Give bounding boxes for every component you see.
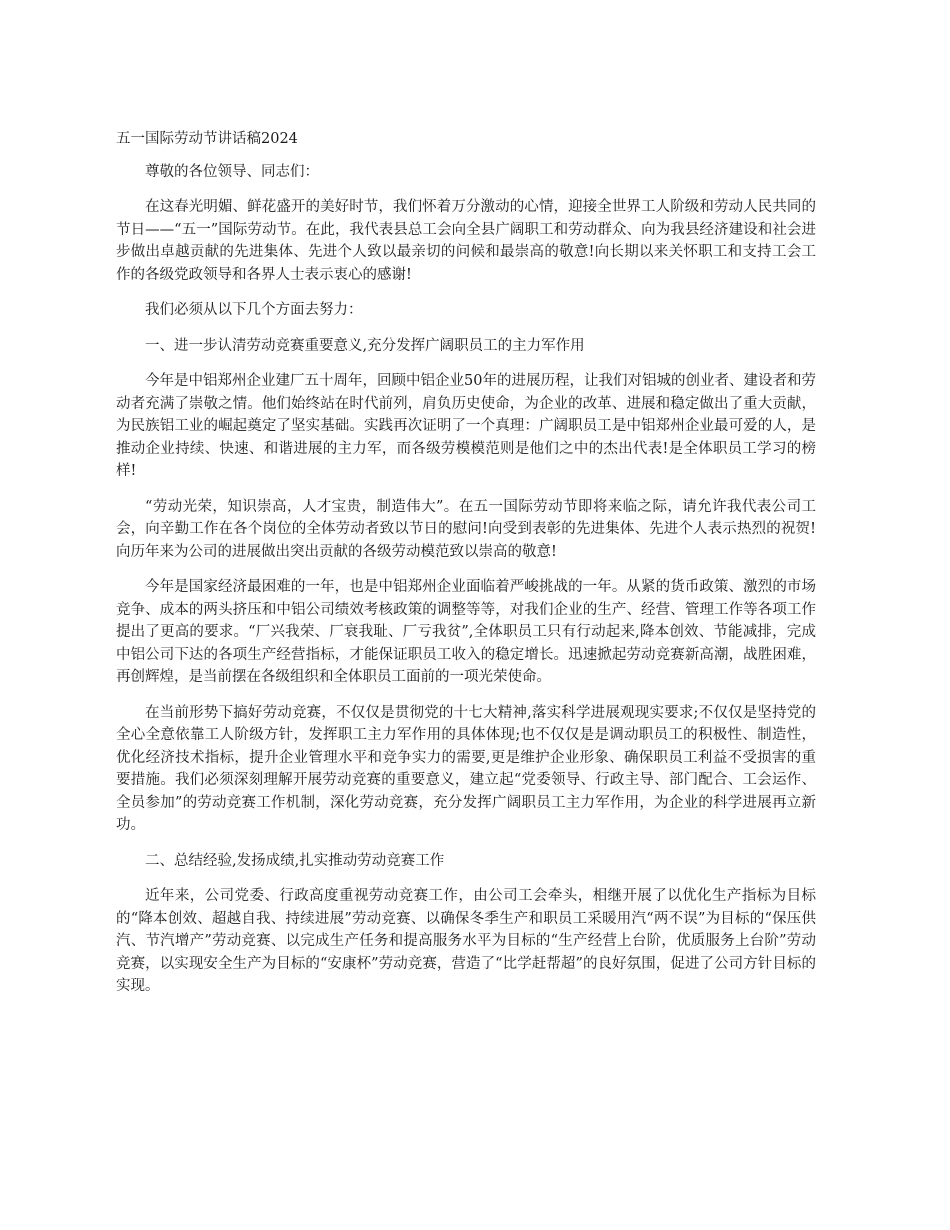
section-heading: 二、总结经验,发扬成绩,扎实推动劳动竞赛工作 — [145, 852, 445, 869]
body-paragraph: 近年来，公司党委、行政高度重视劳动竞赛工作，由公司工会牵头，相继开展了以优化生产指标为目标的“降本创效、超越自我、持续进展”劳动竞赛、以确保冬季生产和职员工采暖用汽“两不误”为目标的“保压供汽、节汽增产”劳动竞赛、以完成生产任务和提高服务水平为目标的“生产经营上台阶，优质服务上台阶”劳动竞赛，以实现安全生产为目标的“安康杯”劳动竞赛，营造了“比学赶帮超”的良好氛围，促进了公司方针目标的实现。 — [116, 888, 816, 994]
document-title: 五一国际劳动节讲话稿2024 — [116, 131, 298, 147]
body-paragraph: 在这春光明媚、鲜花盛开的美好时节，我们怀着万分激动的心情，迎接全世界工人阶级和劳动人民共同的节日——“五一”国际劳动节。在此，我代表县总工会向全县广阔职工和劳动群众、向为我县经济建设和社会进步做出卓越贡献的先进集体、先进个人致以最亲切的问候和最崇高的敬意!向长期以来关怀职工和支持工会工作的各级党政领导和各界人士表示衷心的感谢! — [116, 199, 816, 283]
body-paragraph: 在当前形势下搞好劳动竞赛，不仅仅是贯彻党的十七大精神,落实科学进展观现实要求;不仅仅是坚持党的全心全意依靠工人阶级方针，发挥职工主力军作用的具体体现;也不仅仅是是调动职员工的积极性、制造性，优化经济技术指标，提升企业管理水平和竞争实力的需要,更是维护企业形象、确保职员工利益不受损害的重要措施。我们必须深刻理解开展劳动竞赛的重要意义，建立起“党委领导、行政主导、部门配合、工会运作、全员参加”的劳动竞赛工作机制，深化劳动竞赛，充分发挥广阔职员工主力军作用，为企业的科学进展再立新功。 — [116, 704, 816, 833]
body-paragraph: 今年是国家经济最困难的一年，也是中铝郑州企业面临着严峻挑战的一年。从紧的货币政策、激烈的市场竞争、成本的两头挤压和中铝公司绩效考核政策的调整等等，对我们企业的生产、经营、管理工作等各项工作提出了更高的要求。“厂兴我荣、厂衰我耻、厂亏我贫”,全体职员工只有行动起来,降本创效、节能减排，完成中铝公司下达的各项生产经营指标，才能保证职员工收入的稳定增长。迅速掀起劳动竞赛新高潮，战胜困难，再创辉煌，是当前摆在各级组织和全体职员工面前的一项光荣使命。 — [116, 579, 816, 685]
section-heading: 一、进一步认清劳动竞赛重要意义,充分发挥广阔职员工的主力军作用 — [145, 337, 585, 354]
body-paragraph: “劳动光荣，知识崇高，人才宝贵，制造伟大”。在五一国际劳动节即将来临之际，请允许我代表公司工会，向辛勤工作在各个岗位的全体劳动者致以节日的慰问!向受到表彰的先进集体、先进个人表示热烈的祝贺!向历年来为公司的进展做出突出贡献的各级劳动模范致以崇高的敬意! — [116, 498, 816, 560]
document-page — [116, 128, 816, 1011]
salutation: 尊敬的各位领导、同志们： — [145, 163, 319, 180]
body-paragraph: 我们必须从以下几个方面去努力： — [145, 302, 363, 318]
body-paragraph: 今年是中铝郑州企业建厂五十周年，回顾中铝企业50年的进展历程，让我们对铝城的创业者、建设者和劳动者充满了崇敬之情。他们始终站在时代前列，肩负历史使命，为企业的改革、进展和稳定做出了重大贡献，为民族铝工业的崛起奠定了坚实基础。实践再次证明了一个真理：广阔职员工是中铝郑州企业最可爱的人，是推动企业持续、快速、和谐进展的主力军，而各级劳模模范则是他们之中的杰出代表!是全体职员工学习的榜样! — [116, 373, 816, 479]
